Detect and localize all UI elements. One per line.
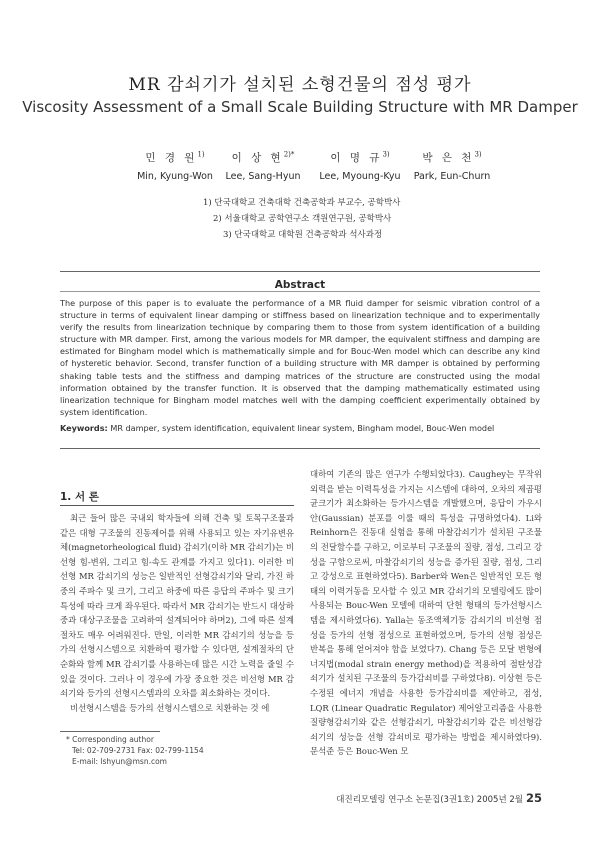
author-affil-mark: 3) xyxy=(474,150,482,159)
keywords-text: MR damper, system identification, equivalent linear system, Bingham model, Bouc-Wen model xyxy=(110,423,495,433)
affiliation-3: 3) 단국대학교 대학원 건축공학과 석사과정 xyxy=(223,230,383,240)
author-name-ko: 이 명 규 xyxy=(330,152,383,164)
affiliation-2: 2) 서울대학교 공학연구소 객원연구원, 공학박사 xyxy=(213,214,392,224)
author-name-ko: 민 경 원 xyxy=(145,152,198,164)
footnote-phone: Tel: 02-709-2731 Fax: 02-799-1154 xyxy=(72,746,204,756)
footnote-corresponding: * Corresponding author xyxy=(66,735,154,744)
abstract-top-rule xyxy=(60,271,540,272)
author-affil-mark: 1) xyxy=(197,150,205,159)
author-4 xyxy=(397,150,507,182)
title-korean: MR 감쇠기가 설치된 소형건물의 점성 평가 xyxy=(128,75,472,95)
page-number: 25 xyxy=(525,791,542,805)
affiliation-1: 1) 단국대학교 건축대학 건축공학과 부교수, 공학박사 xyxy=(203,198,401,208)
author-affil-mark: 3) xyxy=(382,150,390,159)
keywords-label: Keywords: xyxy=(60,423,108,433)
footnote-rule xyxy=(60,731,160,732)
author-name-ko: 박 은 천 xyxy=(422,152,475,164)
title-english: Viscosity Assessment of a Small Scale Building Structure with MR Damper xyxy=(22,98,578,116)
body-column-left xyxy=(60,511,294,715)
footnote xyxy=(66,734,204,768)
abstract-heading: Abstract xyxy=(274,279,326,291)
author-2 xyxy=(208,150,318,182)
abstract-text: The purpose of this paper is to evaluate the performance of a MR fluid damper for seismic vibration control of a structure in terms of equivalent linear damping or stiffness based on linearization technique and to experimentally verify the results from linearization technique by comparing them to those from system identification of a building structure with MR damper. First, among the various models for MR damper, the equivalent stiffness and damping are estimated for Bingham model which is mathematically simple and for Bouc-Wen model which can describe any kind of hysteretic behavior. Second, transfer function of a building structure with MR damper is obtained by performing shaking table tests and the stiffness and damping matrices of the structure are constructed using the modal information obtained by the transfer function. It is observed that the damping mathematically estimated using linearization technique for Bingham model matches well with the damping coefficient experimentally obtained by system identification. xyxy=(60,298,540,417)
author-affil-mark: 2)* xyxy=(283,150,295,159)
section-rule xyxy=(60,505,294,506)
body-paragraph: 비선형시스템을 등가의 선형시스템으로 치환하는 것 에 xyxy=(70,702,270,713)
footnote-email: E-mail: lshyun@msn.com xyxy=(72,757,167,767)
abstract-heading-rule xyxy=(60,291,540,292)
keywords xyxy=(60,423,540,433)
body-paragraph: 최근 들어 많은 국내외 학자들에 의해 건축 및 토목구조물과 같은 대형 구조물의 진동제어를 위해 사용되고 있는 자기유변유체(magnetorheological fluid) 감쇠기(이하 MR 감쇠기)는 비선형 힘-변위, 그리고 힘-속도 관계를 가지고 있다1). 이러한 비선형 MR 감쇠기의 성능은 일반적인 선형감쇠기와 달리, 가진 하중의 주파수 및 크기, 그리고 하중에 따른 응답의 주파수 및 크기특성에 따라 크게 좌우된다. 따라서 MR 감쇠기는 반드시 대상하중과 대상구조물을 고려하여 설계되어야 하며2), 그에 따른 설계절차도 매우 어려워진다. 만일, 이러한 MR 감쇠기의 성능을 등가의 선형시스템으로 치환하여 평가할 수 있다면, 설계절차의 단순화와 함께 MR 감쇠기를 사용하는데 많은 시간 노력을 줄일 수 있을 것이다. 그러나 이 경우에 가장 중요한 것은 비선형 MR 감쇠기와 등가의 선형시스템과의 오차를 최소화하는 것이다. xyxy=(60,513,294,699)
page-footer xyxy=(336,791,542,805)
section-heading: 1. 서 론 xyxy=(60,491,99,503)
author-name-en: Lee, Sang-Hyun xyxy=(225,171,301,182)
journal-info: 대진리모델링 연구소 논문집(3권1호) 2005년 2월 xyxy=(336,795,523,805)
body-column-right xyxy=(310,467,542,759)
author-name-en: Min, Kyung-Won xyxy=(137,171,213,182)
body-paragraph: 대하여 기존의 많은 연구가 수행되었다3). Caughey는 무작위 외력을 받는 이력특성을 가지는 시스템에 대하여, 오차의 제곱평균크기가 최소화하는 등가시스템을 개발했으며, 응답이 가우시안(Gaussian) 분포를 이룰 때의 특성을 규명하였다4). Li와 Reinhorn은 진동대 실험을 통해 마찰감쇠기가 설치된 구조물의 전달함수를 구하고, 이로부터 구조물의 질량, 점성, 그리고 강성을 구함으로써, 마찰감쇠기의 성능을 증가된 질량, 점성, 그리고 강성으로 표현하였다5). Barber와 Wen은 일반적인 모든 형태의 이력거동을 모사할 수 있고 MR 감쇠기의 모델링에도 많이 사용되는 Bouc-Wen 모델에 대하여 단헌 형태의 등가선형시스템을 제시하였다6). Yalla는 동조액체기둥 감쇠기의 비선형 점성을 등가의 선형 점성으로 표현하였으며, 등가의 선형 점성은 반복을 통해 얻어져야 함을 보였다7). Chang 등은 모달 변형에너지법(modal strain energy method)을 적용하여 점탄성감쇠기가 설치된 구조물의 등가감쇠비를 구하였다8). 이상현 등은 수정된 에너지 개념을 사용한 등가감쇠비를 제안하고, 점성, LQR (Linear Quadratic Regulator) 제어알고리즘을 사용한 질량형감쇠기와 같은 선형감쇠기, 마찰감쇠기와 같은 비선형감쇠기의 성능을 선형 감쇠비로 평가하는 방법을 제시하였다9). 문석준 등은 Bouc-Wen 모 xyxy=(310,469,542,757)
author-name-en: Park, Eun-Churn xyxy=(413,171,491,182)
author-name-en: Lee, Myoung-Kyu xyxy=(319,171,401,182)
author-name-ko: 이 상 현 xyxy=(231,152,284,164)
abstract-bottom-rule xyxy=(60,448,540,449)
